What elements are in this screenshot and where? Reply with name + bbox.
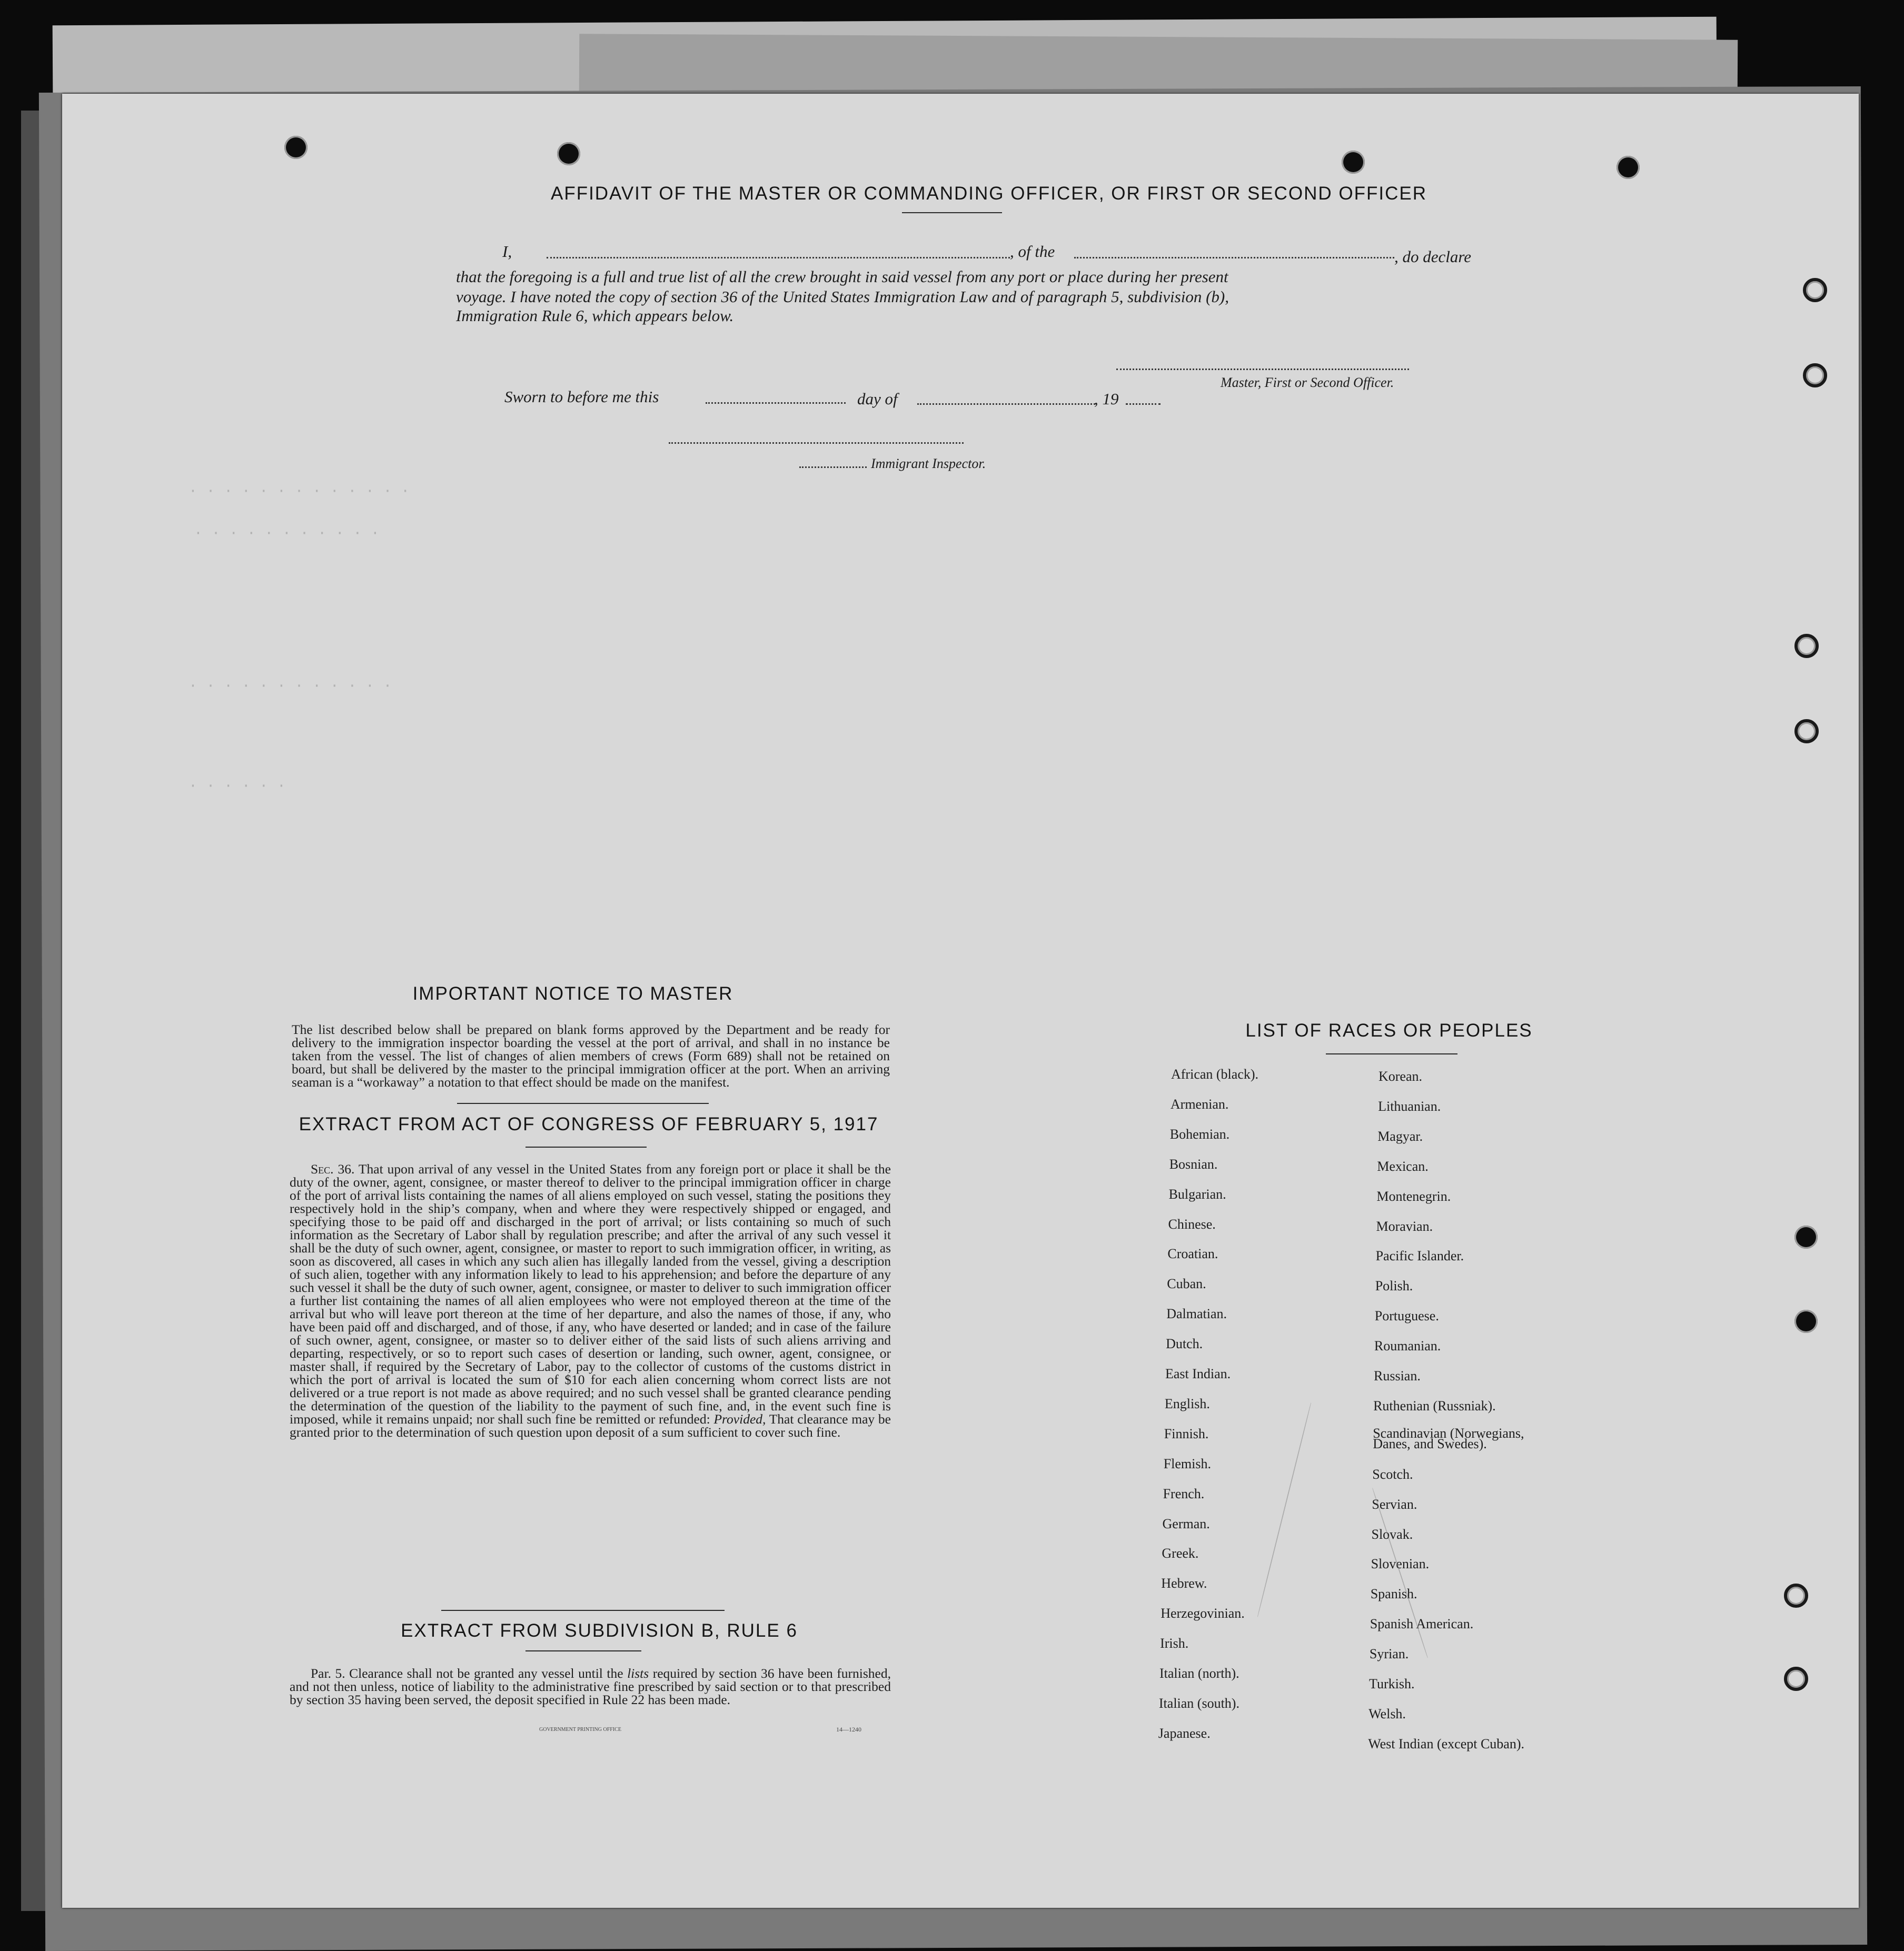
punch-hole — [1794, 1310, 1818, 1333]
race-entry: Dalmatian. — [1166, 1306, 1227, 1322]
race-entry: French. — [1163, 1486, 1205, 1501]
race-entry: Korean. — [1379, 1069, 1423, 1084]
race-entry: Portuguese. — [1374, 1308, 1439, 1324]
race-entry: Herzegovinian. — [1161, 1606, 1245, 1621]
race-entry: Bulgarian. — [1168, 1186, 1226, 1202]
inspector-label: Immigrant Inspector. — [871, 456, 986, 471]
affidavit-title: AFFIDAVIT OF THE MASTER OR COMMANDING OFFICER, OR FIRST OR SECOND OFFICER — [550, 183, 1427, 204]
punch-hole — [1794, 634, 1819, 658]
punch-hole — [1784, 1667, 1808, 1691]
vessel-blank[interactable] — [1074, 257, 1394, 258]
sworn-day-blank[interactable] — [706, 402, 846, 404]
year-label: , 19 — [1094, 390, 1119, 408]
name-blank[interactable] — [547, 257, 1010, 258]
punch-hole — [1794, 719, 1819, 743]
punch-hole — [1794, 1226, 1818, 1249]
race-entry: Russian. — [1374, 1368, 1421, 1383]
sec-label: Sec. 36. — [311, 1161, 355, 1177]
lists-word: lists — [627, 1666, 649, 1681]
rule-extract-body — [290, 1667, 891, 1706]
master-signature-blank[interactable] — [1116, 369, 1409, 370]
inspector-signature-blank[interactable] — [669, 442, 964, 444]
punch-hole — [1342, 151, 1365, 174]
bleed-through: · · · · · · · · · · · — [194, 525, 380, 542]
race-entry: Scandinavian (Norwegians, Danes, and Swedes). — [1373, 1425, 1524, 1451]
affidavit-do-declare: , do declare — [1394, 247, 1472, 266]
affidavit-i-label: I, — [502, 242, 512, 261]
race-entry: Armenian. — [1170, 1096, 1229, 1112]
race-entry: Moravian. — [1376, 1218, 1433, 1234]
form-page — [62, 94, 1859, 1908]
race-entry: East Indian. — [1165, 1366, 1231, 1381]
punch-hole — [557, 142, 580, 165]
race-entry: Turkish. — [1369, 1676, 1415, 1691]
race-entry: Syrian. — [1369, 1646, 1409, 1662]
race-entry: English. — [1164, 1396, 1210, 1411]
form-number: 14—1240 — [836, 1726, 861, 1733]
section-divider — [441, 1610, 725, 1611]
race-entry: Spanish. — [1370, 1586, 1417, 1602]
race-entry: West Indian (except Cuban). — [1368, 1736, 1524, 1751]
affidavit-line-3: voyage. I have noted the copy of section 36 of the United States Immigration Law and of paragraph 5, subdivision (b), — [456, 287, 1229, 306]
race-entry: Spanish American. — [1370, 1616, 1474, 1632]
day-of-label: day of — [857, 390, 898, 408]
provided-word: Provided, — [713, 1411, 766, 1427]
race-entry: Bosnian. — [1169, 1156, 1218, 1172]
punch-hole — [1784, 1584, 1808, 1608]
bleed-through: · · · · · · · · · · · · — [189, 678, 392, 694]
race-entry: Welsh. — [1368, 1706, 1406, 1721]
race-entry: Cuban. — [1167, 1276, 1206, 1292]
race-entry: Japanese. — [1158, 1725, 1211, 1741]
race-entry: German. — [1162, 1516, 1210, 1531]
title-underline — [525, 1147, 647, 1148]
notice-title: IMPORTANT NOTICE TO MASTER — [412, 983, 733, 1004]
races-title: LIST OF RACES OR PEOPLES — [1245, 1020, 1533, 1041]
sworn-year-blank[interactable] — [1126, 403, 1161, 405]
affidavit-line-4: Immigration Rule 6, which appears below. — [456, 306, 734, 325]
race-entry: Lithuanian. — [1378, 1098, 1441, 1114]
race-entry: Chinese. — [1168, 1216, 1216, 1232]
race-entry: Finnish. — [1164, 1426, 1209, 1441]
race-entry: Hebrew. — [1161, 1576, 1207, 1591]
race-entry: Scotch. — [1372, 1466, 1413, 1482]
punch-hole — [1617, 156, 1640, 179]
title-underline — [1326, 1053, 1457, 1054]
race-entry: Pacific Islander. — [1375, 1248, 1464, 1264]
title-underline — [525, 1650, 641, 1651]
section-divider — [457, 1103, 709, 1104]
rule-extract-title: EXTRACT FROM SUBDIVISION B, RULE 6 — [401, 1620, 798, 1641]
race-entry: Slovenian. — [1371, 1556, 1430, 1572]
race-entry: Slovak. — [1371, 1526, 1413, 1542]
title-underline — [902, 212, 1002, 213]
master-signature-label: Master, First or Second Officer. — [1221, 375, 1394, 390]
race-entry: Italian (north). — [1159, 1666, 1239, 1681]
punch-hole — [1803, 363, 1827, 387]
punch-hole — [1803, 278, 1827, 302]
rule-body-a: Par. 5. Clearance shall not be granted any vessel until the — [311, 1666, 623, 1681]
race-entry: Ruthenian (Russniak). — [1373, 1398, 1496, 1414]
pencil-mark — [1257, 1402, 1312, 1617]
printer-imprint: GOVERNMENT PRINTING OFFICE — [539, 1727, 621, 1733]
race-entry: Servian. — [1372, 1496, 1417, 1512]
race-entry: Dutch. — [1166, 1336, 1203, 1352]
affidavit-of-the: , of the — [1010, 242, 1055, 261]
race-entry: Irish. — [1160, 1636, 1189, 1651]
act-extract-title: EXTRACT FROM ACT OF CONGRESS OF FEBRUARY 5, 1917 — [299, 1114, 879, 1134]
punch-hole — [284, 136, 308, 159]
affidavit-line-2: that the foregoing is a full and true list of all the crew brought in said vessel from any port or place during her present — [456, 267, 1228, 286]
bleed-through: · · · · · · · · · · · · · — [189, 483, 410, 500]
inspector-dots — [799, 466, 867, 468]
pencil-mark — [1372, 1488, 1429, 1658]
rule-body-b: required by section 36 have been furnished, and not then unless, notice of liability to the administrative fine prescribed by said section or to that prescribed by section 35 having been served, the deposit specified in Rule 22 has been made. — [290, 1666, 891, 1707]
bleed-through: · · · · · · — [189, 778, 286, 794]
race-entry: African (black). — [1171, 1067, 1259, 1082]
race-entry: Magyar. — [1377, 1128, 1423, 1144]
sworn-month-blank[interactable] — [917, 403, 1095, 405]
sworn-label: Sworn to before me this — [504, 387, 659, 406]
race-entry: Bohemian. — [1169, 1126, 1230, 1142]
race-entry: Mexican. — [1377, 1158, 1429, 1174]
act-body-text: That upon arrival of any vessel in the United States from any foreign port or place it shall be the duty of the owner, agent, consignee, or master thereof to deliver to the principal immigration officer in charge of the port of arrival lists containing the names of all aliens employed on such vessel, stating the positions they respectively hold in the ship’s company, when and where they were respectively shipped or engaged, and specifying those to be paid off and discharged in the port of arrival; or lists containing so much of such information as the Secretary of Labor shall by regulation prescribe; and after the arrival of any such vessel it shall be the duty of such owner, agent, consignee, or master to report to such immigration officer, in writing, as soon as discovered, all cases in which any such alien has illegally landed from the vessel, giving a description of such alien, together with any information likely to lead to his apprehension; and before the departure of any such vessel it shall be the duty of such owner, agent, consignee, or master to deliver to such immigration officer a further list containing the names of all alien employees who were not employed thereon at the time of the arrival but who will leave port thereon at the time of her departure, and also the names of those, if any, who have been paid off and discharged, and of those, if any, who have deserted or landed; and in case of the failure of such owner, agent, consignee, or master so to deliver either of the said lists of such aliens arriving and departing, respectively, or so to report such cases of desertion or landing, such owner, agent, consignee, or master shall, if required by the Secretary of Labor, pay to the collector of customs of the customs district in which the port of arrival is located the sum of $10 for each alien concerning whom correct lists are not delivered or a true report is not made as above required; and no such vessel shall be granted clearance pending the determination of the question of the liability to the payment of such fine, and, in the event such fine is imposed, while it remains unpaid; nor shall such fine be remitted or refunded: — [290, 1161, 891, 1427]
race-entry: Polish. — [1375, 1278, 1413, 1294]
act-body-end: That clearance may be granted prior to the determination of such question upon deposit of a sum sufficient to cover such fine. — [290, 1411, 891, 1440]
race-entry: Greek. — [1162, 1546, 1199, 1561]
race-entry: Montenegrin. — [1376, 1188, 1451, 1204]
race-entry: Roumanian. — [1374, 1338, 1441, 1354]
notice-body: The list described below shall be prepared on blank forms approved by the Department and be ready for delivery to the immigration inspector boarding the vessel at the port of arrival, and shall in no instance be taken from the vessel. The list of changes of alien members of crews (Form 689) shall not be retained on board, but shall be delivered by the master to the principal immigration officer at the port. When an arriving seaman is a “workaway” a notation to that effect should be made on the manifest. — [292, 1022, 890, 1090]
race-entry: Flemish. — [1163, 1456, 1211, 1471]
act-extract-body — [290, 1162, 891, 1439]
race-entry: Croatian. — [1167, 1246, 1218, 1262]
race-entry: Italian (south). — [1158, 1695, 1239, 1711]
